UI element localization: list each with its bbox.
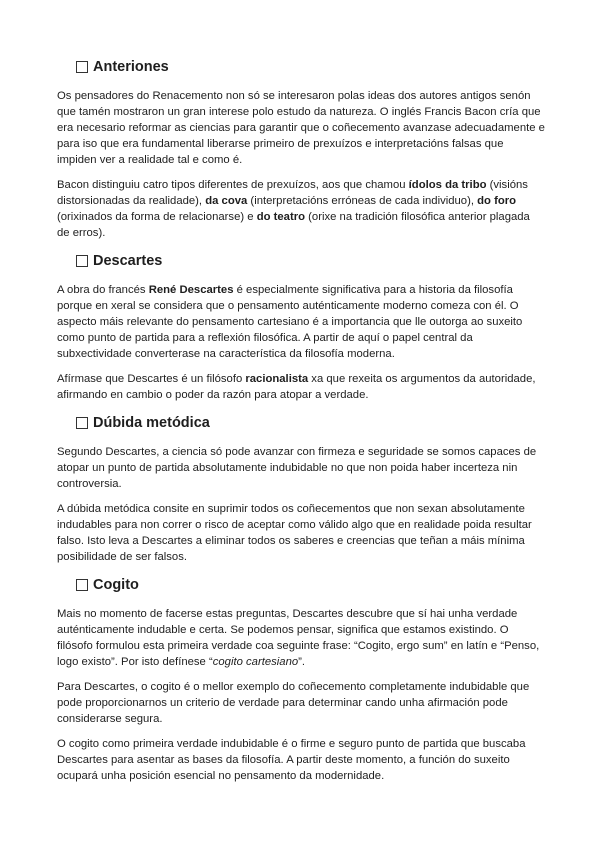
paragraph bbox=[57, 736, 545, 784]
heading-text: Descartes bbox=[93, 253, 163, 269]
heading-text: Cogito bbox=[93, 577, 139, 593]
bold-term: do teatro bbox=[256, 211, 306, 223]
section-heading bbox=[76, 574, 545, 596]
text: (visións distorsionadas da realidade), bbox=[57, 179, 528, 207]
checkbox-icon bbox=[76, 417, 88, 429]
bold-term: racionalista bbox=[245, 373, 309, 385]
text: (orixe na tradición filosófica anterior plagada de erros). bbox=[57, 211, 530, 239]
text: Os pensadores do Renacemento non só se interesaron polas ideas dos autores antigos senón que tamén mostraron un gran interese polo estudo da natureza. O inglés Francis Bacon cría que era necesario reformar as ciencias para garantir que o coñecemento avanzase adecuadamente e para iso que era fundamental liberarse primeiro de prexuízos e interpretacións falsas que impiden ver a realidade tal e como é. bbox=[57, 90, 545, 166]
section-dubida-metodica bbox=[57, 412, 545, 565]
checkbox-icon bbox=[76, 579, 88, 591]
paragraph bbox=[57, 606, 545, 670]
text: A dúbida metódica consite en suprimir todos os coñecementos que non sexan absolutamente indudables para non correr o risco de aceptar como válido algo que en realidade poida resultar falso. Isto leva a Descartes a eliminar todos os saberes e creencias que teñan a máis mínima posibilidade de ser falsos. bbox=[57, 503, 532, 563]
section-heading bbox=[76, 412, 545, 434]
section-anteriones bbox=[57, 56, 545, 241]
text: Segundo Descartes, a ciencia só pode avanzar con firmeza e seguridade se somos capaces de atopar un punto de partida absolutamente indubidable no que non poida haber incerteza nin controversia. bbox=[57, 446, 537, 490]
text: ”. bbox=[298, 656, 306, 668]
text: O cogito como primeira verdade indubidable é o firme e seguro punto de partida que buscaba Descartes para asentar as bases da filosofía. A partir deste momento, a función do suxeito ocupará unha posición esencial no pensamento da modernidade. bbox=[57, 738, 526, 782]
text: (interpretacións erróneas de cada individuo), bbox=[247, 195, 478, 207]
paragraph bbox=[57, 371, 545, 403]
section-heading bbox=[76, 250, 545, 272]
bold-term: ídolos da tribo bbox=[408, 179, 487, 191]
paragraph bbox=[57, 88, 545, 168]
text: é especialmente significativa para a historia da filosofía porque en xeral se considera que o pensamento auténticamente moderno comeza con él. O aspecto máis relevante do pensamento cartesiano é a importancia que lle outorga ao suxeito como punto de partida para a reflexión filosófica. A partir de aquí o papel central da subxectividade converterase na característica da filosofía moderna. bbox=[57, 284, 523, 360]
paragraph bbox=[57, 177, 545, 241]
bold-term: da cova bbox=[205, 195, 248, 207]
document-page bbox=[57, 56, 545, 793]
text: Para Descartes, o cogito é o mellor exemplo do coñecemento completamente indubidable que pode proporcionarnos un criterio de verdade para determinar cando unha afirmación pode considerarse segura. bbox=[57, 681, 530, 725]
bold-term: René Descartes bbox=[148, 284, 234, 296]
checkbox-icon bbox=[76, 61, 88, 73]
section-heading bbox=[76, 56, 545, 78]
paragraph bbox=[57, 501, 545, 565]
text: Bacon distinguiu catro tipos diferentes de prexuízos, aos que chamou bbox=[57, 179, 409, 191]
text: (orixinados da forma de relacionarse) e bbox=[57, 211, 257, 223]
italic-term: cogito cartesiano bbox=[212, 656, 299, 668]
text: Afírmase que Descartes é un filósofo bbox=[57, 373, 246, 385]
bold-term: do foro bbox=[477, 195, 517, 207]
section-cogito bbox=[57, 574, 545, 784]
text: Mais no momento de facerse estas preguntas, Descartes descubre que sí hai unha verdade auténticamente indudable e certa. Se podemos pensar, significa que estamos existindo. O filósofo formulou esta primeira verdade coa seguinte frase: “Cogito, ergo sum” en latín e “Penso, logo existo”. Por isto defínese “ bbox=[57, 608, 540, 668]
text: xa que rexeita os argumentos da autoridade, afirmando en cambio o poder da razón para atopar a verdade. bbox=[57, 373, 536, 401]
paragraph bbox=[57, 282, 545, 362]
section-descartes bbox=[57, 250, 545, 403]
checkbox-icon bbox=[76, 255, 88, 267]
paragraph bbox=[57, 444, 545, 492]
heading-text: Anteriones bbox=[93, 59, 169, 75]
text: A obra do francés bbox=[57, 284, 149, 296]
heading-text: Dúbida metódica bbox=[93, 415, 210, 431]
paragraph bbox=[57, 679, 545, 727]
